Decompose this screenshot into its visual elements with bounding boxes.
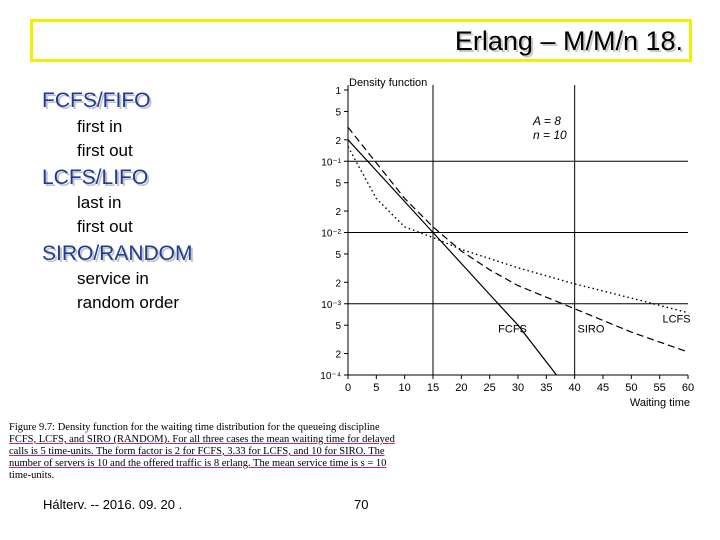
- slide-title: Erlang – M/M/n 18.: [454, 26, 683, 56]
- x-tick-label: 35: [540, 382, 553, 394]
- term-siro: SIRO/RANDOM: [42, 242, 193, 265]
- caption-line-3: calls is 5 time-units. The form factor is 2 for FCFS, 3.33 for LCFS, and 10 for SIRO. The: [9, 446, 385, 457]
- x-tick-label: 55: [653, 382, 666, 394]
- y-tick-label: 5: [335, 178, 341, 190]
- page-number: 70: [354, 497, 369, 512]
- figure-caption: [9, 422, 494, 482]
- term-lcfs-desc-line-2: first out: [77, 217, 133, 236]
- x-tick-label: 15: [426, 382, 440, 394]
- x-tick-label: 0: [344, 382, 352, 394]
- term-fcfs: FCFS/FIFO: [42, 89, 151, 112]
- x-tick-label: 60: [681, 382, 695, 394]
- y-tick-label: 10⁻¹: [321, 157, 341, 169]
- x-tick-label: 45: [596, 382, 610, 394]
- series-line-fcfs: [348, 140, 557, 375]
- x-tick-label: 50: [625, 382, 638, 394]
- caption-line-2: FCFS, LCFS, and SIRO (RANDOM). For all three cases the mean waiting time for delayed: [9, 434, 395, 445]
- y-tick-label: 2: [335, 278, 341, 290]
- term-lcfs: LCFS/LIFO: [42, 166, 149, 189]
- series-label-siro: SIRO: [577, 323, 605, 336]
- y-tick-label: 2: [335, 207, 341, 219]
- caption-line-4: number of servers is 10 and the offered traffic is 8 erlang. The mean service time is s = 10: [9, 458, 387, 469]
- term-lcfs-desc-line-1: last in: [77, 193, 122, 212]
- y-tick-label: 10⁻³: [321, 299, 341, 311]
- y-tick-label: 5: [335, 249, 341, 261]
- x-tick-label: 10: [398, 382, 411, 394]
- param-label: n = 10: [533, 128, 567, 142]
- series-line-siro: [348, 147, 688, 313]
- chart-title: Density function: [349, 77, 428, 89]
- x-tick-label: 30: [511, 382, 525, 394]
- term-siro-desc-line-1: service in: [77, 269, 149, 288]
- x-axis-label: Waiting time: [629, 397, 690, 409]
- caption-line-1: Figure 9.7: Density function for the waiting time distribution for the queueing discipline: [9, 422, 380, 433]
- y-tick-label: 2: [335, 135, 341, 147]
- x-tick-label: 5: [373, 382, 380, 394]
- y-tick-label: 5: [335, 107, 341, 119]
- y-tick-label: 10⁻²: [321, 228, 341, 240]
- term-fcfs-desc-line-1: first in: [77, 117, 123, 136]
- caption-line-5: time-units.: [9, 470, 55, 481]
- y-tick-label: 1: [335, 86, 341, 97]
- series-label-fcfs: FCFS: [498, 323, 527, 336]
- y-tick-label: 10⁻⁴: [320, 371, 341, 382]
- y-tick-label: 2: [335, 349, 341, 361]
- term-siro-desc-line-2: random order: [77, 293, 180, 312]
- param-label: A = 8: [533, 114, 561, 128]
- term-fcfs-desc-line-2: first out: [77, 141, 133, 160]
- x-tick-label: 40: [568, 382, 581, 394]
- series-label-lcfs: LCFS: [662, 313, 691, 326]
- x-tick-label: 25: [483, 382, 496, 394]
- x-tick-label: 20: [455, 382, 468, 394]
- y-tick-label: 5: [335, 321, 341, 333]
- footer-date: Hálterv. -- 2016. 09. 20 .: [43, 497, 183, 512]
